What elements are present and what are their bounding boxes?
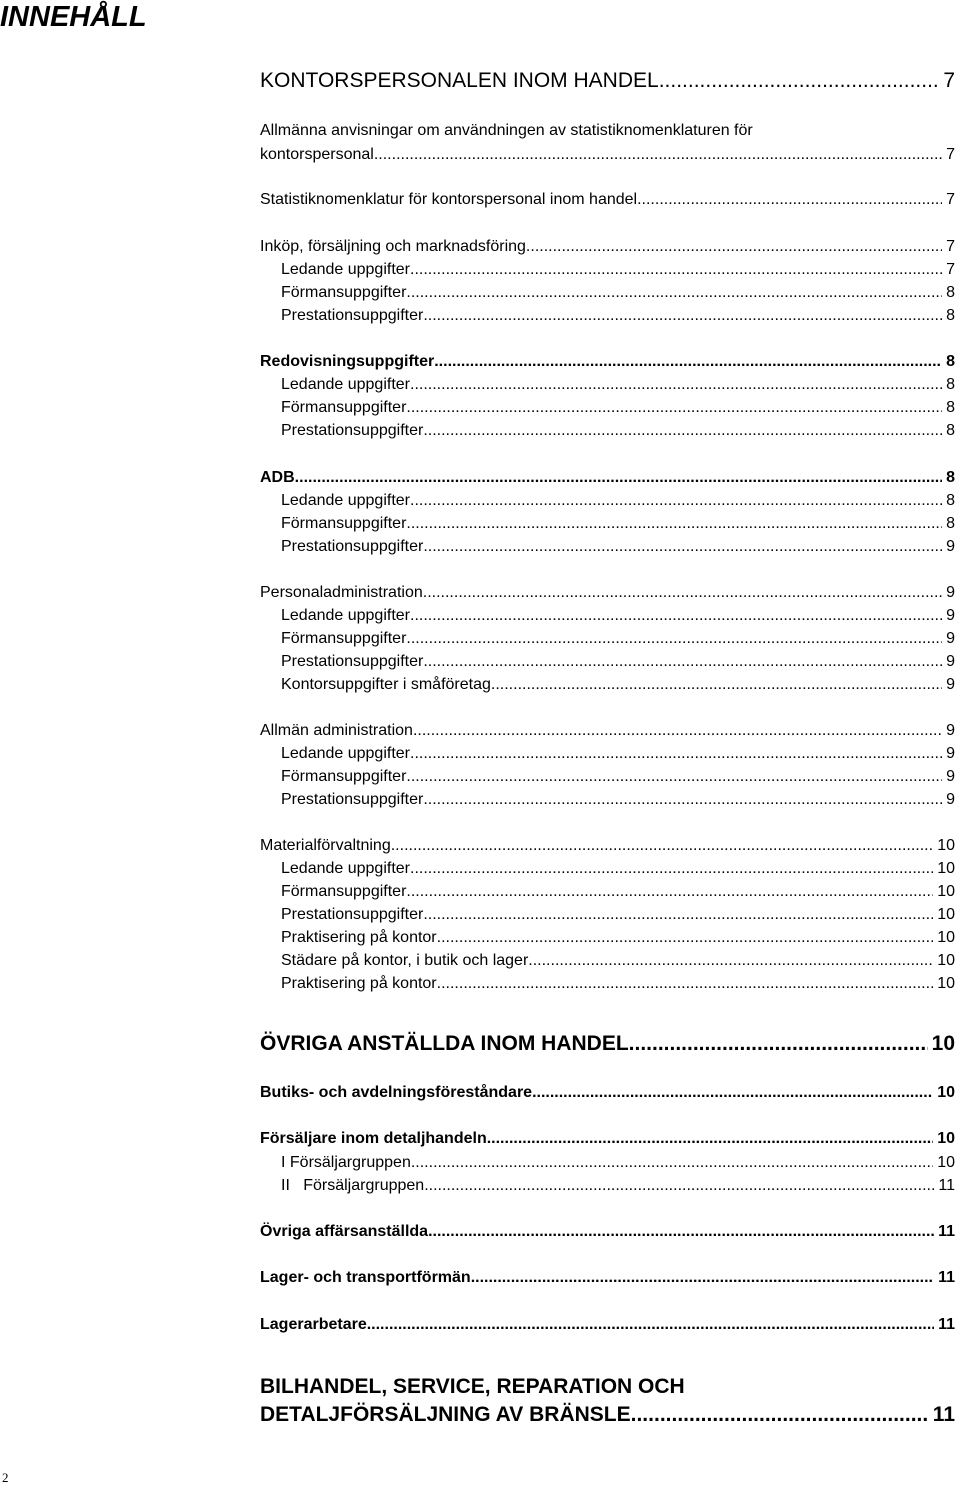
toc-entry-title: Praktisering på kontor: [281, 929, 437, 946]
toc-subentry[interactable]: [281, 767, 955, 786]
toc-entry-title: Lagerarbetare: [260, 1316, 367, 1333]
toc-page-number: 10: [937, 975, 955, 992]
toc-entry-title-line2: kontorspersonal: [260, 146, 374, 163]
toc-page-number: 8: [946, 422, 955, 439]
toc-entry-title: Butiks- och avdelningsföreståndare: [260, 1084, 533, 1101]
dot-leader: [437, 974, 934, 993]
dot-leader: [437, 928, 934, 947]
toc-entry-title: Prestationsuppgifter: [281, 791, 424, 808]
dot-leader: [406, 398, 942, 417]
dot-leader: [295, 468, 942, 487]
toc-entry-title: Lager- och transportförmän: [260, 1269, 471, 1286]
dot-leader: [410, 744, 942, 763]
toc-entry-title: ADB: [260, 469, 295, 486]
toc-page-number: 10: [937, 929, 955, 946]
dot-leader: [406, 514, 942, 533]
toc-page-number: 7: [946, 191, 955, 208]
toc-subentry[interactable]: [281, 537, 955, 556]
toc-entry-statistiknomenklatur[interactable]: [260, 190, 955, 209]
toc-entry-title: Redovisningsuppgifter: [260, 353, 435, 370]
toc-page-number: 10: [937, 1130, 955, 1147]
toc-entry-lager-transport[interactable]: [260, 1268, 955, 1287]
toc-subentry[interactable]: [281, 514, 955, 533]
toc-subentry[interactable]: [281, 882, 955, 901]
toc-entry-title: Prestationsuppgifter: [281, 906, 424, 923]
toc-page-number: 9: [946, 676, 955, 693]
toc-entry-title: Förmansuppgifter: [281, 284, 407, 301]
toc-subentry[interactable]: [281, 905, 955, 924]
toc-entry-title: ÖVRIGA ANSTÄLLDA INOM HANDEL: [260, 1032, 629, 1055]
toc-entry-bilhandel[interactable]: [260, 1373, 955, 1429]
toc-page-number: 7: [946, 238, 955, 255]
toc-subentry[interactable]: [281, 675, 955, 694]
toc-subentry[interactable]: [281, 629, 955, 648]
toc-page-number: 8: [946, 469, 955, 486]
toc-entry-butiks[interactable]: [260, 1083, 955, 1102]
toc-page-number: 9: [946, 768, 955, 785]
toc-entry-materialforvaltning[interactable]: [260, 836, 955, 855]
toc-page-number: 9: [946, 745, 955, 762]
toc-subentry[interactable]: [281, 260, 955, 279]
toc-entry-title: Praktisering på kontor: [281, 975, 437, 992]
toc-page-number: 11: [938, 1177, 955, 1194]
toc-subentry[interactable]: [281, 744, 955, 763]
dot-leader: [410, 375, 942, 394]
toc-page-number: 7: [943, 69, 955, 92]
toc-entry-title: KONTORSPERSONALEN INOM HANDEL: [260, 69, 659, 92]
toc-entry-title: Ledande uppgifter: [281, 261, 410, 278]
dot-leader: [423, 537, 942, 556]
toc-subentry[interactable]: [281, 421, 955, 440]
toc-subentry[interactable]: [281, 1176, 955, 1195]
toc-entry-title: Förmansuppgifter: [281, 883, 407, 900]
toc-entry-title: Ledande uppgifter: [281, 860, 410, 877]
dot-leader: [411, 1153, 933, 1172]
toc-entry-title-line2: DETALJFÖRSÄLJNING AV BRÄNSLE: [260, 1403, 631, 1426]
toc-subentry[interactable]: [281, 951, 955, 970]
toc-entry-kontorspersonalen[interactable]: [260, 69, 955, 93]
toc-entry-inkop[interactable]: [260, 237, 955, 256]
toc-page-number: 10: [937, 1084, 955, 1101]
toc-entry-title: Statistiknomenklatur för kontorspersonal inom handel: [260, 191, 638, 208]
dot-leader: [374, 143, 942, 167]
toc-page-number: 9: [946, 630, 955, 647]
toc-entry-title: Försäljare inom detaljhandeln: [260, 1130, 487, 1147]
toc-page-number: 11: [932, 1403, 955, 1426]
dot-leader: [406, 629, 942, 648]
toc-page-number: 9: [946, 538, 955, 555]
page-title: INNEHÅLL: [0, 1, 147, 33]
toc-page-number: 10: [937, 837, 955, 854]
toc-page-number: 11: [938, 1269, 955, 1286]
toc-page-number: 10: [931, 1032, 955, 1055]
toc-page-number: 10: [937, 906, 955, 923]
toc-entry-personaladministration[interactable]: [260, 583, 955, 602]
dot-leader: [428, 1222, 934, 1241]
toc-entry-title: Prestationsuppgifter: [281, 653, 424, 670]
dot-leader: [637, 190, 942, 209]
toc-page-number: 9: [946, 607, 955, 624]
dot-leader: [434, 352, 942, 371]
dot-leader: [410, 606, 942, 625]
toc-entry-title: Inköp, försäljning och marknadsföring: [260, 238, 526, 255]
toc-page-number: 7: [946, 261, 955, 278]
toc-subentry[interactable]: [281, 375, 955, 394]
dot-leader: [423, 790, 942, 809]
toc-entry-ovriga-affarsanstallda[interactable]: [260, 1222, 955, 1241]
toc-page-number: 10: [937, 883, 955, 900]
toc-entry-title: Materialförvaltning: [260, 837, 391, 854]
toc-page-number: 9: [946, 722, 955, 739]
dot-leader: [532, 1083, 933, 1102]
toc-subentry[interactable]: [281, 398, 955, 417]
toc-entry-title: Ledande uppgifter: [281, 745, 410, 762]
toc-entry-title: Förmansuppgifter: [281, 399, 407, 416]
toc-page-number: 9: [946, 653, 955, 670]
toc-page-number: 8: [946, 376, 955, 393]
toc-entry-title: Städare på kontor, i butik och lager: [281, 952, 529, 969]
dot-leader: [526, 237, 942, 256]
dot-leader: [423, 306, 942, 325]
toc-subentry[interactable]: [281, 859, 955, 878]
toc-page-number: 9: [946, 584, 955, 601]
dot-leader: [406, 767, 942, 786]
dot-leader: [410, 859, 933, 878]
dot-leader: [491, 675, 942, 694]
toc-page-number: 11: [938, 1316, 955, 1333]
toc-subentry[interactable]: [281, 306, 955, 325]
toc-entry-ovriga-anstallda[interactable]: [260, 1032, 955, 1056]
dot-leader: [528, 951, 933, 970]
toc-entry-title: Prestationsuppgifter: [281, 422, 424, 439]
toc-entry-title: Förmansuppgifter: [281, 515, 407, 532]
toc-subentry[interactable]: [281, 283, 955, 302]
toc-entry-allman-administration[interactable]: [260, 721, 955, 740]
toc-page-number: 8: [946, 515, 955, 532]
toc-subentry[interactable]: [281, 928, 955, 947]
toc-entry-title: Förmansuppgifter: [281, 768, 407, 785]
dot-leader: [391, 836, 933, 855]
toc-page-number: 8: [946, 399, 955, 416]
dot-leader: [423, 652, 942, 671]
toc-entry-title: Kontorsuppgifter i småföretag: [281, 676, 491, 693]
dot-leader: [629, 1032, 928, 1056]
dot-leader: [406, 283, 942, 302]
page-number: 2: [2, 1470, 9, 1485]
toc-subentry[interactable]: [281, 491, 955, 510]
toc-page-number: 8: [946, 284, 955, 301]
toc-page-number: 9: [946, 791, 955, 808]
dot-leader: [406, 882, 933, 901]
dot-leader: [487, 1129, 933, 1148]
dot-leader: [410, 260, 942, 279]
dot-leader: [631, 1401, 929, 1429]
toc-entry-lagerarbetare[interactable]: [260, 1315, 955, 1334]
toc-page-number: 10: [937, 952, 955, 969]
toc-entry-title-line1: Allmänna anvisningar om användningen av statistiknomenklaturen för: [260, 122, 753, 139]
toc-page-number: 10: [937, 1154, 955, 1171]
toc-entry-redovisning[interactable]: [260, 352, 955, 371]
toc-page-number: 11: [938, 1223, 955, 1240]
toc-page-number: 8: [946, 353, 955, 370]
toc-page-number: 10: [937, 860, 955, 877]
toc-entry-title: Ledande uppgifter: [281, 492, 410, 509]
toc-entry-forsaljare[interactable]: [260, 1129, 955, 1148]
toc-entry-title: Ledande uppgifter: [281, 376, 410, 393]
toc-subentry[interactable]: [281, 652, 955, 671]
dot-leader: [471, 1268, 934, 1287]
dot-leader: [659, 69, 940, 93]
toc-page-number: 8: [946, 492, 955, 509]
toc-entry-title: Allmän administration: [260, 722, 413, 739]
dot-leader: [424, 1176, 934, 1195]
dot-leader: [410, 491, 942, 510]
toc-entry-title: Övriga affärsanställda: [260, 1223, 429, 1240]
dot-leader: [423, 905, 933, 924]
toc-entry-title: Personaladministration: [260, 584, 423, 601]
toc-entry-title: Förmansuppgifter: [281, 630, 407, 647]
dot-leader: [367, 1315, 934, 1334]
toc-entry-adb[interactable]: [260, 468, 955, 487]
toc-subentry[interactable]: [281, 606, 955, 625]
toc-entry-title: II Försäljargruppen: [281, 1177, 425, 1194]
dot-leader: [423, 583, 942, 602]
toc-entry-title-line1: BILHANDEL, SERVICE, REPARATION OCH: [260, 1375, 685, 1398]
toc-page-number: 8: [946, 307, 955, 324]
dot-leader: [413, 721, 942, 740]
toc-entry-title: Prestationsuppgifter: [281, 538, 424, 555]
toc-subentry[interactable]: [281, 974, 955, 993]
toc-subentry[interactable]: [281, 1153, 955, 1172]
toc-entry-title: Ledande uppgifter: [281, 607, 410, 624]
toc-entry-title: Prestationsuppgifter: [281, 307, 424, 324]
dot-leader: [423, 421, 942, 440]
toc-page-number: 7: [946, 146, 955, 163]
toc-entry-title: I Försäljargruppen: [281, 1154, 411, 1171]
toc-entry-allmanna-anvisningar[interactable]: [260, 119, 955, 167]
toc-subentry[interactable]: [281, 790, 955, 809]
